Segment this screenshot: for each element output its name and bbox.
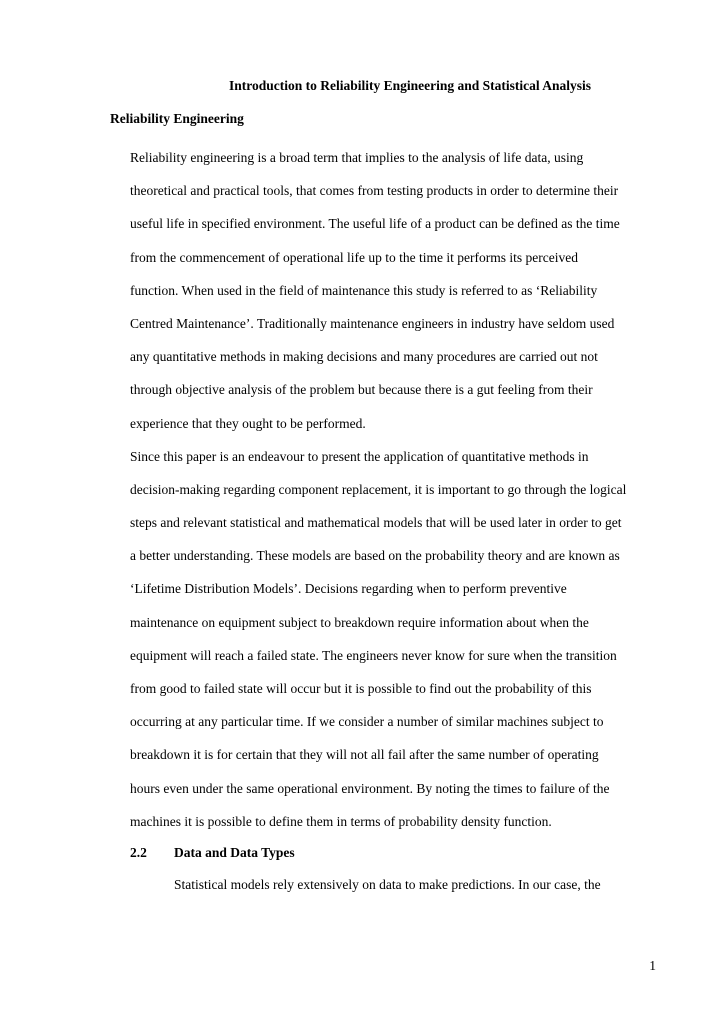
paragraph-line: Since this paper is an endeavour to present the application of quantitative methods in (130, 448, 589, 464)
paragraph-line: decision-making regarding component replacement, it is important to go through the logical (130, 481, 627, 497)
paragraph-line: breakdown it is for certain that they will not all fail after the same number of operating (130, 747, 599, 763)
paragraph-line: Centred Maintenance’. Traditionally maintenance engineers in industry have seldom used (130, 315, 615, 331)
paragraph-line: any quantitative methods in making decisions and many procedures are carried out not (130, 349, 598, 365)
paragraph-line: experience that they ought to be performed. (130, 415, 366, 431)
paragraph-line: theoretical and practical tools, that comes from testing products in order to determine their (130, 183, 619, 199)
paragraph-line: function. When used in the field of maintenance this study is referred to as ‘Reliability (130, 282, 598, 298)
body-paragraphs (130, 141, 690, 838)
document-title: Introduction to Reliability Engineering and Statistical Analysis (228, 78, 592, 93)
paragraph-line: from good to failed state will occur but it is possible to find out the probability of this (130, 681, 592, 696)
paragraph-line: hours even under the same operational environment. By noting the times to failure of the (130, 780, 610, 796)
subsection-number: 2.2 (130, 845, 147, 860)
paragraph-line: useful life in specified environment. The useful life of a product can be defined as the time (130, 216, 620, 232)
subsection-title: Data and Data Types (174, 845, 295, 860)
paragraph-line: machines it is possible to define them in terms of probability density function. (130, 813, 552, 829)
paragraph-line: a better understanding. These models are based on the probability theory and are known as (130, 548, 620, 564)
paragraph-line: through objective analysis of the problem but because there is a gut feeling from their (130, 382, 593, 398)
paragraph-line: maintenance on equipment subject to breakdown require information about when the (130, 614, 589, 630)
subsection-paragraph: Statistical models rely extensively on data to make predictions. In our case, the (174, 877, 601, 892)
paragraph-line: from the commencement of operational life up to the time it performs its perceived (130, 249, 578, 265)
paragraph-line: Reliability engineering is a broad term that implies to the analysis of life data, using (130, 150, 584, 165)
paragraph-line: equipment will reach a failed state. The engineers never know for sure when the transition (130, 647, 617, 663)
page-number: 1 (649, 958, 656, 973)
subsection-heading (130, 844, 295, 862)
paragraph-line: steps and relevant statistical and mathematical models that will be used later in order to get (130, 515, 622, 531)
paragraph-line: occurring at any particular time. If we consider a number of similar machines subject to (130, 714, 604, 730)
paragraph-line: ‘Lifetime Distribution Models’. Decisions regarding when to perform preventive (130, 581, 567, 597)
section-heading: Reliability Engineering (110, 111, 244, 126)
